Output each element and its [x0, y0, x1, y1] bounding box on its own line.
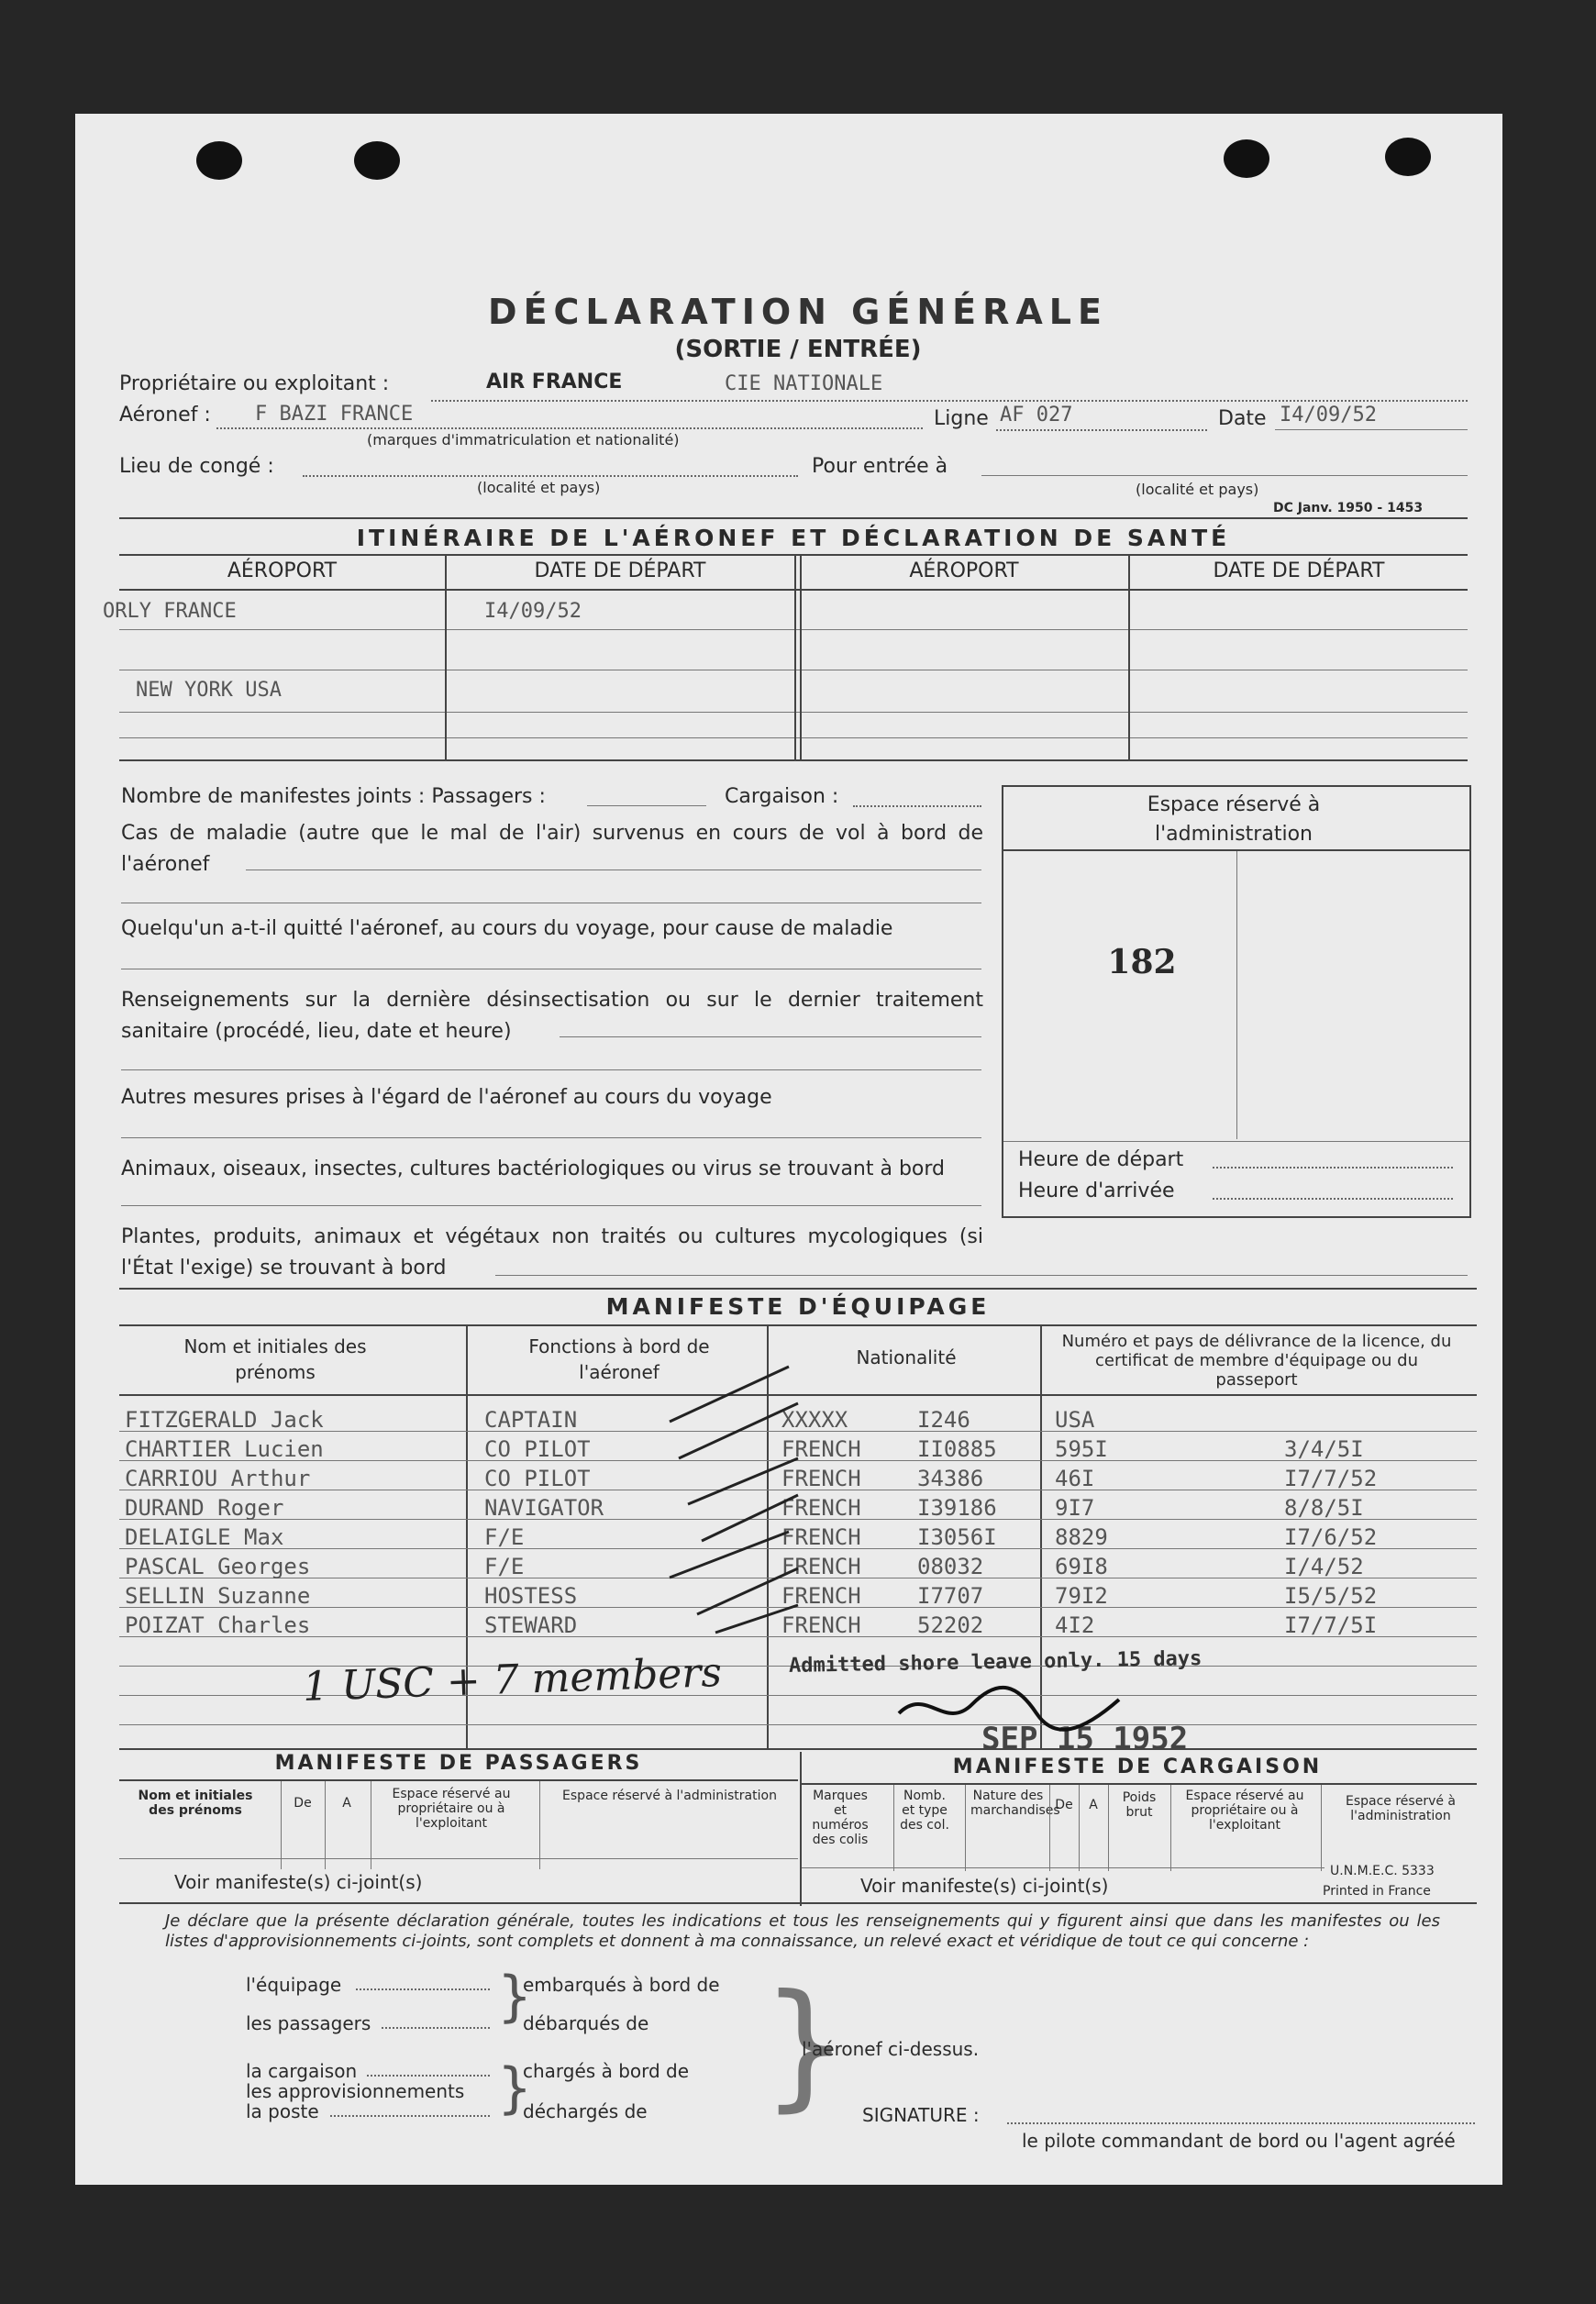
- declaration-mail: la poste: [246, 2100, 319, 2122]
- arrival-time-label: Heure d'arrivée: [1018, 1180, 1175, 1202]
- punch-hole-4: [1385, 138, 1431, 176]
- crew-function-cell: NAVIGATOR: [484, 1495, 604, 1521]
- cargo-col-count: Nomb. et type des col.: [900, 1789, 949, 1833]
- crew-function-cell: CAPTAIN: [484, 1407, 578, 1433]
- disinsect-line: [560, 1036, 981, 1037]
- punch-hole-2: [354, 141, 400, 180]
- itinerary-airport-1: ORLY FRANCE: [103, 600, 237, 623]
- itinerary-title: ITINÉRAIRE DE L'AÉRONEF ET DÉCLARATION DE SANTÉ: [356, 525, 1231, 551]
- crew-license-cell: 4I2: [1055, 1612, 1095, 1638]
- entry-locality-note: (localité et pays): [1136, 481, 1259, 498]
- crew-nationality-cell: FRENCH: [781, 1466, 861, 1491]
- cargo-vline: [1170, 1785, 1171, 1871]
- date-value: I4/09/52: [1280, 404, 1377, 426]
- crew-nationality-cell: FRENCH: [781, 1524, 861, 1550]
- crew-nationality-cell: FRENCH: [781, 1583, 861, 1609]
- crew-checkmarks: [660, 1357, 807, 1660]
- cargo-bottom-rule: [119, 1902, 1477, 1904]
- crew-number-cell: I3056I: [917, 1524, 997, 1550]
- signature-label: SIGNATURE :: [862, 2104, 980, 2126]
- crew-function-cell: F/E: [484, 1524, 525, 1550]
- cargo-vline: [1079, 1785, 1080, 1871]
- crew-number-cell: 08032: [917, 1554, 984, 1579]
- declaration-brace-left-2: }: [497, 2056, 533, 2121]
- itinerary-date-1: I4/09/52: [484, 600, 582, 623]
- aircraft-label: Aéronef :: [119, 404, 211, 426]
- crew-date-cell: 8/8/5I: [1284, 1495, 1364, 1521]
- crew-date-cell: I7/6/52: [1284, 1524, 1378, 1550]
- itinerary-vline: [445, 556, 447, 759]
- crew-nationality-cell: FRENCH: [781, 1436, 861, 1462]
- cargo-col-marks: Marques et numéros des colis: [812, 1789, 869, 1847]
- crew-col-nationality: Nationalité: [856, 1346, 957, 1368]
- itinerary-col-rule: [119, 589, 1468, 591]
- declaration-unloaded: déchargés de: [523, 2100, 648, 2122]
- crew-name-cell: CARRIOU Arthur: [125, 1466, 311, 1491]
- crew-function-cell: CO PILOT: [484, 1466, 591, 1491]
- crew-title: MANIFESTE D'ÉQUIPAGE: [605, 1293, 991, 1320]
- passengers-count-line: [587, 805, 706, 806]
- passengers-vline: [325, 1781, 326, 1869]
- disinsect-label: Renseignements sur la dernière désinsectisation ou sur le dernier traitement sanitaire (procédé, lieu, date et heure): [121, 989, 983, 1043]
- animals-label: Animaux, oiseaux, insectes, cultures bactériologiques ou virus se trouvant à bord: [121, 1158, 946, 1180]
- crew-row-line: [119, 1724, 1477, 1725]
- crew-number-cell: 52202: [917, 1612, 984, 1638]
- cargo-header-rule: [802, 1783, 1477, 1785]
- crew-number-cell: I7707: [917, 1583, 984, 1609]
- cargo-count-label: Cargaison :: [725, 785, 839, 808]
- crew-license-cell: 8829: [1055, 1524, 1108, 1550]
- line-label: Ligne: [934, 407, 989, 430]
- passengers-vline: [539, 1781, 540, 1869]
- crew-handwritten-note: 1 USC + 7 members: [302, 1649, 723, 1711]
- form-code: DC Janv. 1950 - 1453: [1273, 501, 1424, 515]
- passengers-see-manifest: Voir manifeste(s) ci-joint(s): [174, 1871, 423, 1893]
- crew-date-cell: I/4/52: [1284, 1554, 1364, 1579]
- line-value: AF 027: [1000, 404, 1073, 426]
- crew-date-cell: I5/5/52: [1284, 1583, 1378, 1609]
- itinerary-vline: [1128, 556, 1130, 759]
- itinerary-col-airport-1: AÉROPORT: [227, 559, 338, 582]
- cargo-vline: [893, 1785, 894, 1871]
- aircraft-value: F BAZI FRANCE: [255, 403, 414, 426]
- cargo-col-admin: Espace réservé à l'administration: [1345, 1794, 1457, 1823]
- declaration-crew: l'équipage: [246, 1974, 342, 1996]
- declaration-disembarked: débarqués de: [523, 2012, 649, 2034]
- date-underline: [1275, 429, 1468, 430]
- punch-hole-1: [196, 141, 242, 180]
- plants-line: [495, 1275, 1468, 1276]
- cargo-col-nature: Nature des marchandises: [970, 1789, 1060, 1818]
- crew-col-function: Fonctions à bord de l'aéronef: [528, 1335, 710, 1383]
- crew-name-cell: SELLIN Suzanne: [125, 1583, 311, 1609]
- cargo-vline: [965, 1785, 966, 1871]
- arrival-time-line: [1213, 1198, 1453, 1200]
- crew-date-cell: I7/7/5I: [1284, 1612, 1378, 1638]
- signature-note: le pilote commandant de bord ou l'agent agréé: [1022, 2130, 1456, 2152]
- officer-signature: [890, 1677, 1128, 1741]
- itinerary-col-date-2: DATE DE DÉPART: [1213, 559, 1385, 582]
- passengers-col-from: De: [294, 1796, 312, 1811]
- owner-typed: CIE NATIONALE: [725, 372, 883, 395]
- departure-time-line: [1213, 1167, 1453, 1169]
- form-title: DÉCLARATION GÉNÉRALE: [488, 292, 1108, 332]
- crew-function-cell: STEWARD: [484, 1612, 578, 1638]
- entry-label: Pour entrée à: [812, 455, 948, 478]
- crew-name-cell: PASCAL Georges: [125, 1554, 311, 1579]
- crew-top-rule: [119, 1288, 1477, 1290]
- crew-nationality-cell: FRENCH: [781, 1612, 861, 1638]
- crew-license-cell: 79I2: [1055, 1583, 1108, 1609]
- cargo-count-line: [853, 805, 981, 807]
- itinerary-col-airport-2: AÉROPORT: [909, 559, 1019, 582]
- declaration-supplies: les approvisionnements: [246, 2080, 465, 2102]
- punch-hole-3: [1224, 139, 1269, 178]
- aircraft-line: [216, 427, 923, 429]
- passengers-col-name: Nom et initiales des prénoms: [138, 1789, 253, 1818]
- owner-value: AIR FRANCE: [486, 371, 623, 393]
- disinsect-line-2: [121, 1069, 981, 1070]
- crew-nationality-cell: FRENCH: [781, 1554, 861, 1579]
- crew-license-cell: 595I: [1055, 1436, 1108, 1462]
- cargo-col-owner: Espace réservé au propriétaire ou à l'exploitant: [1185, 1789, 1304, 1833]
- crew-number-cell: II0885: [917, 1436, 997, 1462]
- admin-box-divider: [1236, 851, 1237, 1139]
- itinerary-row-line: [119, 712, 1468, 713]
- form-subtitle: (SORTIE / ENTRÉE): [674, 336, 922, 363]
- admin-box-title: Espace réservé à l'administration: [1147, 793, 1321, 846]
- crew-license-cell: USA: [1055, 1407, 1095, 1433]
- passengers-header-rule: [119, 1779, 798, 1781]
- crew-name-cell: POIZAT Charles: [125, 1612, 311, 1638]
- crew-license-cell: 69I8: [1055, 1554, 1108, 1579]
- plants-label: Plantes, produits, animaux et végétaux non traités ou cultures mycologiques (si l'État l'exige) se trouvant à bord: [121, 1225, 983, 1279]
- crew-number-cell: I246: [917, 1407, 970, 1433]
- shore-leave-stamp: Admitted shore leave only. 15 days: [788, 1647, 1203, 1678]
- crew-nationality-cell: FRENCH: [781, 1495, 861, 1521]
- crew-function-cell: HOSTESS: [484, 1583, 578, 1609]
- owner-line: [431, 400, 1468, 402]
- cargo-printed-in: Printed in France: [1323, 1884, 1431, 1899]
- crew-col-license: Numéro et pays de délivrance de la licence, du certificat de membre d'équipage ou du passeport: [1061, 1332, 1452, 1390]
- cargo-printer-code: U.N.M.E.C. 5333: [1330, 1864, 1435, 1878]
- itinerary-row-line: [119, 629, 1468, 630]
- cargo-vline: [1049, 1785, 1050, 1871]
- illness-label: Cas de maladie (autre que le mal de l'air) survenus en cours de vol à bord de l'aéronef: [121, 822, 983, 876]
- crew-license-cell: 9I7: [1055, 1495, 1095, 1521]
- measures-label: Autres mesures prises à l'égard de l'aéronef au cours du voyage: [121, 1086, 772, 1109]
- crew-number-cell: 34386: [917, 1466, 984, 1491]
- crew-header-rule: [119, 1324, 1477, 1326]
- itinerary-vline: [794, 556, 796, 759]
- declaration-passengers: les passagers: [246, 2012, 371, 2034]
- itinerary-bottom-rule: [119, 759, 1468, 761]
- manifests-label: Nombre de manifestes joints : Passagers :: [121, 785, 546, 808]
- itinerary-col-date-1: DATE DE DÉPART: [534, 559, 706, 582]
- left-aircraft-label: Quelqu'un a-t-il quitté l'aéronef, au cours du voyage, pour cause de maladie: [121, 917, 893, 940]
- declaration-crew-dots: [356, 1988, 490, 1990]
- departure-time-label: Heure de départ: [1018, 1148, 1184, 1171]
- passengers-cargo-divider: [800, 1752, 802, 1906]
- crew-col-name: Nom et initiales des prénoms: [183, 1335, 367, 1383]
- crew-name-cell: CHARTIER Lucien: [125, 1436, 324, 1462]
- declaration-brace-left-1: }: [497, 1965, 533, 2029]
- aircraft-note: (marques d'immatriculation et nationalité): [367, 431, 680, 449]
- crew-date-cell: I7/7/52: [1284, 1466, 1378, 1491]
- declaration-mail-dots: [330, 2115, 490, 2117]
- cargo-col-from: De: [1055, 1798, 1073, 1812]
- cargo-col-weight: Poids brut: [1122, 1790, 1157, 1820]
- crew-name-cell: DURAND Roger: [125, 1495, 284, 1521]
- entry-line: [981, 475, 1468, 476]
- declaration-cargo: la cargaison: [246, 2060, 358, 2082]
- crew-function-cell: CO PILOT: [484, 1436, 591, 1462]
- line-underline: [996, 429, 1207, 431]
- cargo-see-manifest: Voir manifeste(s) ci-joint(s): [860, 1875, 1109, 1897]
- crew-license-cell: 46I: [1055, 1466, 1095, 1491]
- itinerary-vline: [800, 556, 802, 759]
- cargo-body-rule: [802, 1867, 1324, 1868]
- departure-place-line: [303, 475, 798, 477]
- signature-line[interactable]: [1007, 2122, 1475, 2124]
- passengers-col-owner: Espace réservé au propriétaire ou à l'exploitant: [392, 1787, 511, 1831]
- cargo-col-to: A: [1089, 1798, 1098, 1812]
- crew-nationality-cell: XXXXX: [781, 1407, 848, 1433]
- admin-box-rule-2: [1003, 1141, 1469, 1142]
- itinerary-top-rule: [119, 517, 1468, 519]
- crew-date-cell: 3/4/5I: [1284, 1436, 1364, 1462]
- itinerary-airport-2: NEW YORK USA: [136, 679, 282, 702]
- passengers-title: MANIFESTE DE PASSAGERS: [274, 1752, 643, 1775]
- departure-place-label: Lieu de congé :: [119, 455, 274, 478]
- declaration-cargo-dots: [367, 2075, 490, 2077]
- passengers-body-rule: [119, 1858, 798, 1859]
- cargo-title: MANIFESTE DE CARGAISON: [952, 1756, 1323, 1778]
- departure-locality-note: (localité et pays): [477, 479, 601, 496]
- crew-number-cell: I39186: [917, 1495, 997, 1521]
- declaration-aircraft: l'aéronef ci-dessus.: [802, 2038, 980, 2060]
- declaration-passengers-dots: [382, 2027, 490, 2029]
- cargo-vline: [1321, 1785, 1322, 1871]
- passengers-vline: [281, 1781, 282, 1869]
- cargo-vline: [1108, 1785, 1109, 1871]
- passengers-col-to: A: [342, 1796, 351, 1811]
- date-stamp: SEP 15 1952: [981, 1721, 1189, 1757]
- declaration-loaded: chargés à bord de: [523, 2060, 690, 2082]
- declaration-text: Je déclare que la présente déclaration générale, toutes les indications et tous les renseignements qui y figurent ainsi que dans les manifestes ou les listes d'approvisionnements ci-joints, sont complets et donnent à ma connaissance, un relevé exact et véridique de tout ce qui concerne :: [165, 1911, 1440, 1951]
- itinerary-row-line: [119, 737, 1468, 738]
- crew-name-cell: FITZGERALD Jack: [125, 1407, 324, 1433]
- date-label: Date: [1218, 407, 1267, 430]
- measures-line: [121, 1137, 981, 1138]
- crew-function-cell: F/E: [484, 1554, 525, 1579]
- declaration-brace-right: }: [761, 1966, 849, 2125]
- animals-line: [121, 1205, 981, 1206]
- itinerary-header-rule: [119, 554, 1468, 556]
- owner-label: Propriétaire ou exploitant :: [119, 372, 390, 395]
- declaration-embarked: embarqués à bord de: [523, 1974, 720, 1996]
- passengers-col-admin: Espace réservé à l'administration: [562, 1789, 777, 1803]
- admin-number: 182: [1107, 943, 1177, 981]
- crew-bottom-rule: [119, 1748, 1477, 1750]
- crew-name-cell: DELAIGLE Max: [125, 1524, 284, 1550]
